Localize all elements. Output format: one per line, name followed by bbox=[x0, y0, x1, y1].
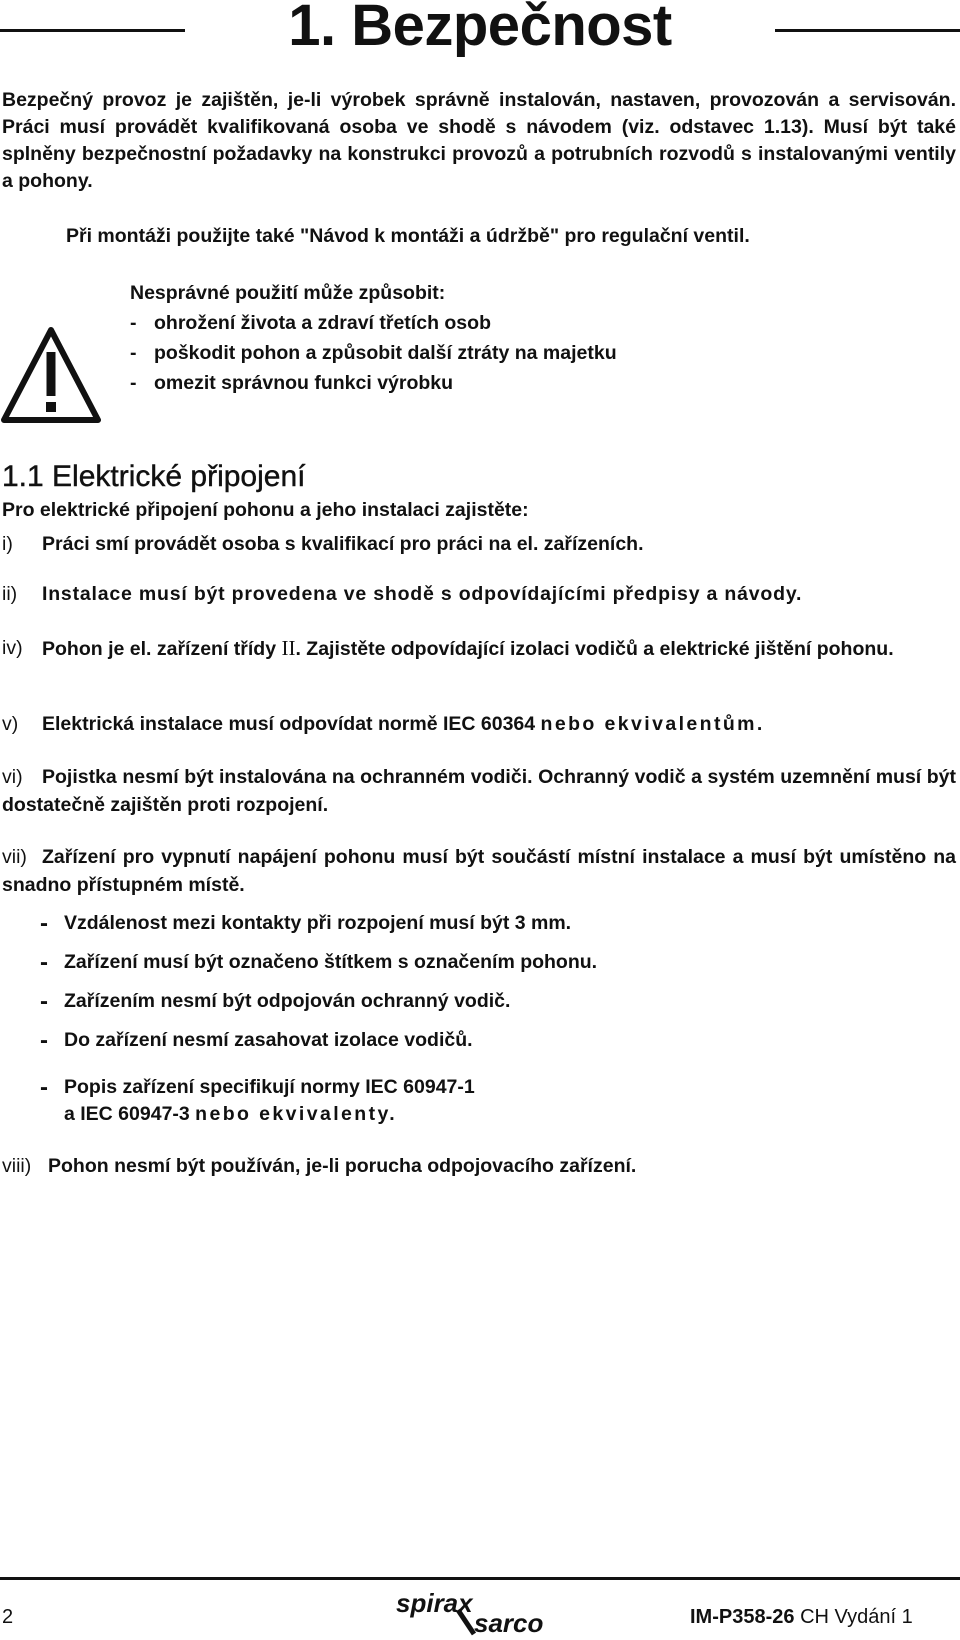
requirement-item: i) Práci smí provádět osoba s kvalifikací pro práci na el. zařízeních. bbox=[2, 533, 644, 555]
warning-item: - omezit správnou funkci výrobku bbox=[130, 372, 454, 394]
section-heading: 1.1 Elektrické připojení bbox=[2, 460, 306, 493]
sub-requirement-item: - Zařízení musí být označeno štítkem s označením pohonu. bbox=[40, 949, 598, 976]
page-number: 2 bbox=[2, 1606, 14, 1628]
sub-requirement-item: - Zařízením nesmí být odpojován ochranný vodič. bbox=[40, 988, 511, 1015]
sub-requirement-item: - Do zařízení nesmí zasahovat izolace vodičů. bbox=[40, 1027, 473, 1054]
section-lead: Pro elektrické připojení pohonu a jeho instalaci zajistěte: bbox=[2, 499, 529, 521]
page-header bbox=[0, 0, 960, 56]
warning-item: - poškodit pohon a způsobit další ztráty na majetku bbox=[130, 342, 617, 364]
page-title: 1. Bezpečnost bbox=[288, 0, 672, 58]
requirement-item: viii) Pohon nesmí být používán, je-li porucha odpojovacího zařízení. bbox=[2, 1155, 637, 1177]
installation-note: Při montáži použijte také "Návod k montáži a údržbě" pro regulační ventil. bbox=[66, 225, 750, 247]
warning-item: - ohrožení života a zdraví třetích osob bbox=[130, 312, 491, 334]
requirement-item: ii) Instalace musí být provedena ve shodě s odpovídajícími předpisy a návody. bbox=[2, 583, 803, 605]
sub-requirement-item: - Vzdálenost mezi kontakty při rozpojení musí být 3 mm. bbox=[40, 910, 572, 937]
requirement-item: iv) Pohon je el. zařízení třídy II. Zajistěte odpovídající izolaci vodičů a elektrické jištění pohonu. bbox=[2, 636, 894, 660]
warning-triangle-icon bbox=[0, 322, 102, 426]
svg-text:sarco: sarco bbox=[474, 1608, 544, 1638]
footer-rule bbox=[0, 1577, 960, 1580]
warning-heading: Nesprávné použití může způsobit: bbox=[130, 282, 446, 304]
spirax-sarco-logo bbox=[388, 1586, 578, 1640]
requirement-item: vi) Pojistka nesmí být instalována na ochranném vodiči. Ochranný vodič a systém uzemnění musí být dostatečně zajištěn proti rozpojení. bbox=[2, 766, 956, 816]
document-code: IM-P358-26 CH Vydání 1 bbox=[690, 1606, 913, 1628]
header-rule-right bbox=[775, 29, 960, 32]
requirement-item: v) Elektrická instalace musí odpovídat normě IEC 60364 nebo ekvivalentům. bbox=[2, 713, 765, 735]
sub-requirement-item: - Popis zařízení specifikují normy IEC 60947-1 a IEC 60947-3 nebo ekvivalenty. bbox=[40, 1074, 475, 1125]
intro-paragraph: Bezpečný provoz je zajištěn, je-li výrobek správně instalován, nastaven, provozován a servisován. Práci musí provádět kvalifikovaná osoba ve shodě s návodem (viz. odstavec 1.13). Musí být také splněny bezpečnostní požadavky na konstrukci provozů a potrubních rozvodů s instalovanými ventily a pohony. bbox=[2, 89, 956, 192]
warning-block bbox=[130, 278, 830, 398]
svg-text:spirax: spirax bbox=[396, 1588, 473, 1618]
requirement-item: vii) Zařízení pro vypnutí napájení pohonu musí být součástí místní instalace a musí být umístěno na snadno přístupném místě. bbox=[2, 846, 956, 896]
